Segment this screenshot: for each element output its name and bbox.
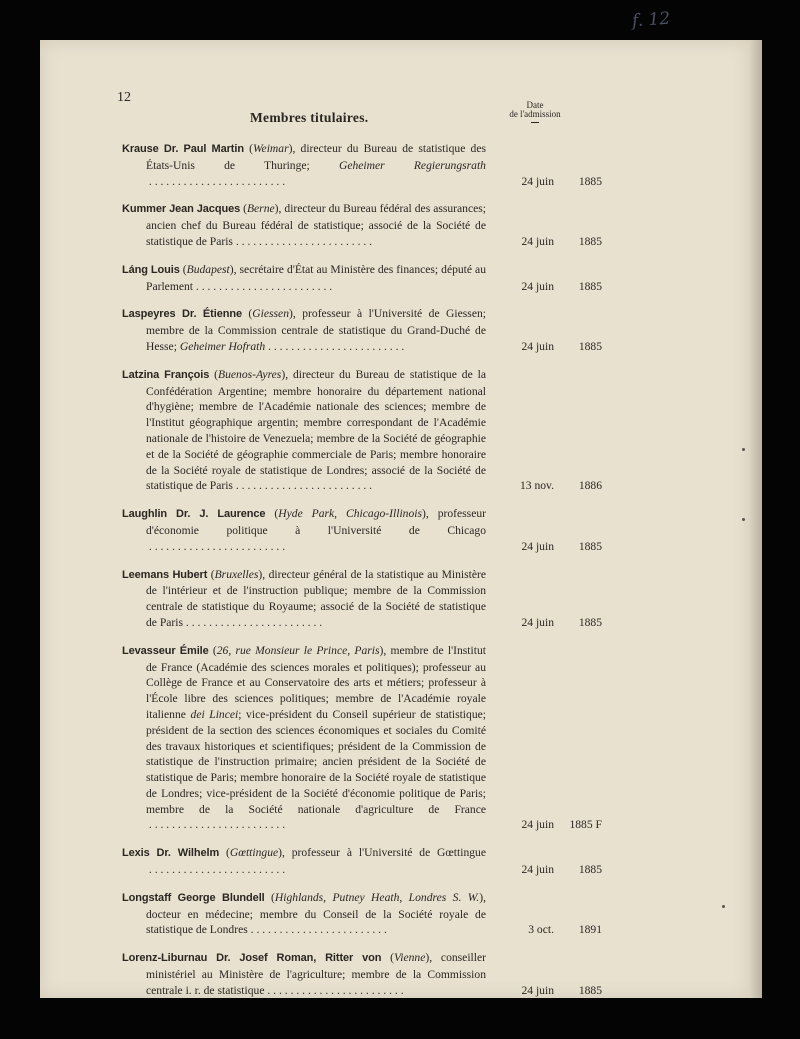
member-entry-text: Leemans Hubert (Bruxelles), directeur général de la statistique au Ministère de l'intérieur et de l'instruction publique; membre de la Commission centrale de statistique du Royaume; associé de la Société de statistique de Paris . . . xyxy=(122,567,486,631)
member-entry-text: Krause Dr. Paul Martin (Weimar), directeur du Bureau de statistique des États-Unis de Thuringe; Geheimer Regierungsrath . . . xyxy=(122,141,486,189)
member-name: Kummer Jean Jacques xyxy=(122,203,241,216)
member-description: directeur général de la statistique au Ministère de l'intérieur et de l'instruction publique; membre de la Commission centrale de statistique du Royaume; associé de la Société de statistique de Paris xyxy=(146,567,486,629)
member-name: Krause Dr. Paul Martin xyxy=(122,143,244,155)
member-entry xyxy=(122,950,602,998)
member-name: Leemans Hubert xyxy=(122,568,208,581)
admission-year: 1886 xyxy=(578,479,602,493)
member-description: directeur du Bureau fédéral des assurances; ancien chef du Bureau fédéral de statistique; associé de la Société de statistique de Paris xyxy=(146,202,486,248)
member-entry xyxy=(122,306,602,354)
member-entry xyxy=(122,643,602,834)
member-place: Highlands, Putney Heath, Londres S. W. xyxy=(274,890,480,904)
member-name: Lexis Dr. Wilhelm xyxy=(122,847,220,860)
member-entry-text: Levasseur Émile (26, rue Monsieur le Prince, Paris), membre de l'Institut de France (Académie des sciences morales et politiques); professeur au Collège de France et au Conservatoire des arts et métiers; professeur à l'École libre des sciences politiques; membre de l'Académie royale italienne dei Lincei; vice-président du Conseil supérieur de statistique; président de la section des sciences économiques et sociales du Comité des travaux historiques et scientifiques; président de la Commission de statistique de l'instruction primaire; ancien président de la Société de statistique de Paris; membre honoraire de la Société royale de statistique de Londres; vice-président de la Société d'économie politique de Paris; membre de la Société nationale d'agriculture de France . . . xyxy=(122,643,486,834)
member-description: directeur du Bureau de statistique de la Confédération Argentine; membre honoraire du département national d'hygiène; membre de l'Académie nationale des sciences; membre de l'Institut géographique argentin; membre correspondant de l'Académie nationale de l'histoire de Venezuela; membre de la Société de géographie et de la Société de géographie commerciale de Paris; membre honoraire de la Société royale de statistique de Londres; associé de la Société de statistique de Paris xyxy=(146,367,486,493)
member-name: Lorenz-Liburnau Dr. Josef Roman, Ritter von xyxy=(122,952,382,965)
admission-date: 24 juin xyxy=(521,983,554,997)
admission-date: 24 juin xyxy=(521,234,554,248)
date-header-rule xyxy=(531,122,539,123)
admission-date: 24 juin xyxy=(521,615,554,629)
member-description-continued: ; vice-président du Conseil supérieur de statistique; président de la section des sciences économiques et sociales du Comité des travaux historiques et scientifiques; président de la Commission de statistique de l'instruction primaire; ancien président de la Société de statistique de Paris; membre honoraire de la Société royale de statistique de Londres; vice-président de la Société d'économie politique de Paris; membre de la Société nationale d'agriculture de France xyxy=(146,707,486,816)
member-place: Buenos-Ayres xyxy=(218,367,282,381)
page-edge xyxy=(750,40,762,998)
paper-speck xyxy=(742,448,745,451)
member-place: Berne xyxy=(246,202,275,216)
member-place: Hyde Park, Chicago-Illinois xyxy=(278,507,423,521)
member-description: membre de l'Institut de France (Académie des sciences morales et politiques); professeur au Collège de France et au Conservatoire des arts et métiers; professeur à l'École libre des sciences politiques; membre de l'Académie royale italienne xyxy=(146,643,486,721)
paper-speck xyxy=(742,518,745,521)
member-name: Laughlin Dr. J. Laurence xyxy=(122,508,266,521)
member-description: professeur d'économie politique à l'Université de Chicago xyxy=(146,507,486,537)
member-place: 26, rue Monsieur le Prince, Paris xyxy=(216,643,380,657)
admission-year: 1885 xyxy=(578,863,602,877)
member-entry-text: Laspeyres Dr. Étienne (Giessen), professeur à l'Université de Giessen; membre de la Commission centrale de statistique du Grand-Duché de Hesse; Geheimer Hofrath . . . xyxy=(122,306,486,354)
date-header-line2: de l'admission xyxy=(509,109,561,119)
admission-year: 1885 xyxy=(578,539,602,553)
member-title: Geheimer Hofrath xyxy=(179,339,266,353)
admission-date: 3 oct. xyxy=(528,923,554,937)
member-entry-text: Láng Louis (Budapest), secrétaire d'État au Ministère des finances; député au Parlement . . . xyxy=(122,262,486,295)
member-description: directeur du Bureau de statistique des États-Unis de Thuringe; xyxy=(146,142,486,172)
admission-date: 13 nov. xyxy=(519,479,554,493)
member-description: secrétaire d'État au Ministère des finances; député au Parlement xyxy=(146,262,486,293)
admission-year: 1885 xyxy=(578,234,602,248)
member-entry xyxy=(122,262,602,295)
member-place: Vienne xyxy=(394,951,426,965)
admission-date: 24 juin xyxy=(521,863,554,877)
member-title: dei Lincei xyxy=(190,707,239,721)
admission-date: 24 juin xyxy=(521,174,554,188)
member-description: professeur à l'Université de Gœttingue xyxy=(291,846,486,860)
member-place: Giessen xyxy=(252,307,290,321)
member-entry xyxy=(122,367,602,494)
admission-year: 1885 xyxy=(578,279,602,293)
member-place: Budapest xyxy=(186,262,230,276)
member-name: Levasseur Émile xyxy=(122,644,209,657)
member-place: Weimar xyxy=(252,142,289,155)
member-name: Longstaff George Blundell xyxy=(122,891,265,904)
member-name: Láng Louis xyxy=(122,263,180,276)
member-name: Laspeyres Dr. Étienne xyxy=(122,308,242,321)
admission-year: 1885 xyxy=(578,615,602,629)
admission-date: 24 juin xyxy=(521,279,554,293)
member-entry-text: Lexis Dr. Wilhelm (Gœttingue), professeur à l'Université de Gœttingue . . . xyxy=(122,845,486,878)
admission-year: 1885 F xyxy=(569,818,602,832)
admission-year: 1891 xyxy=(578,923,602,937)
date-column-header xyxy=(480,101,590,123)
member-list xyxy=(122,141,602,1011)
paper-speck xyxy=(722,905,725,908)
section-title: Membres titulaires. xyxy=(250,110,369,125)
admission-date: 24 juin xyxy=(521,818,554,832)
member-entry xyxy=(122,567,602,631)
page-number: 12 xyxy=(117,90,131,105)
member-place: Gœttingue xyxy=(229,846,279,860)
admission-year: 1885 xyxy=(578,983,602,997)
member-description: docteur en médecine; membre du Conseil de la Société royale de statistique de Londres xyxy=(146,907,486,937)
member-entry xyxy=(122,201,602,249)
member-entry xyxy=(122,845,602,878)
admission-year: 1885 xyxy=(578,174,602,188)
member-entry-text: Latzina François (Buenos-Ayres), directeur du Bureau de statistique de la Confédération Argentine; membre honoraire du département national d'hygiène; membre de l'Académie nationale des sciences; membre de l'Institut géographique argentin; membre correspondant de l'Académie nationale de l'histoire de Venezuela; membre de la Société de géographie et de la Société de géographie commerciale de Paris; membre honoraire de la Société royale de statistique de Londres; associé de la Société de statistique de Paris . . . xyxy=(122,367,486,494)
member-name: Latzina François xyxy=(122,368,210,381)
folio-annotation: f. 12 xyxy=(631,8,671,32)
admission-year: 1885 xyxy=(578,339,602,353)
member-entry-text: Lorenz-Liburnau Dr. Josef Roman, Ritter von (Vienne), conseiller ministériel au Ministère de l'agriculture; membre de la Commission centrale i. r. de statistique . . . xyxy=(122,950,486,998)
member-entry xyxy=(122,506,602,554)
member-title: Geheimer Regierungsrath xyxy=(338,158,486,172)
member-description: professeur à l'Université de Giessen; membre de la Commission centrale de statistique du Grand-Duché de Hesse; xyxy=(146,307,486,353)
member-entry xyxy=(122,890,602,938)
member-description: conseiller ministériel au Ministère de l'agriculture; membre de la Commission centrale i. r. de statistique xyxy=(146,951,486,997)
member-entry-text: Longstaff George Blundell (Highlands, Putney Heath, Londres S. W.), docteur en médecine; membre du Conseil de la Société royale de statistique de Londres . . . xyxy=(122,890,486,938)
admission-date: 24 juin xyxy=(521,539,554,553)
member-entry-text: Laughlin Dr. J. Laurence (Hyde Park, Chicago-Illinois), professeur d'économie politique à l'Université de Chicago . . . xyxy=(122,506,486,554)
date-header-line1: Date xyxy=(526,100,544,110)
member-place: Bruxelles xyxy=(214,567,259,581)
admission-date: 24 juin xyxy=(521,339,554,353)
member-entry-text: Kummer Jean Jacques (Berne), directeur du Bureau fédéral des assurances; ancien chef du Bureau fédéral de statistique; associé de la Société de statistique de Paris . . . xyxy=(122,201,486,249)
member-entry xyxy=(122,141,602,189)
